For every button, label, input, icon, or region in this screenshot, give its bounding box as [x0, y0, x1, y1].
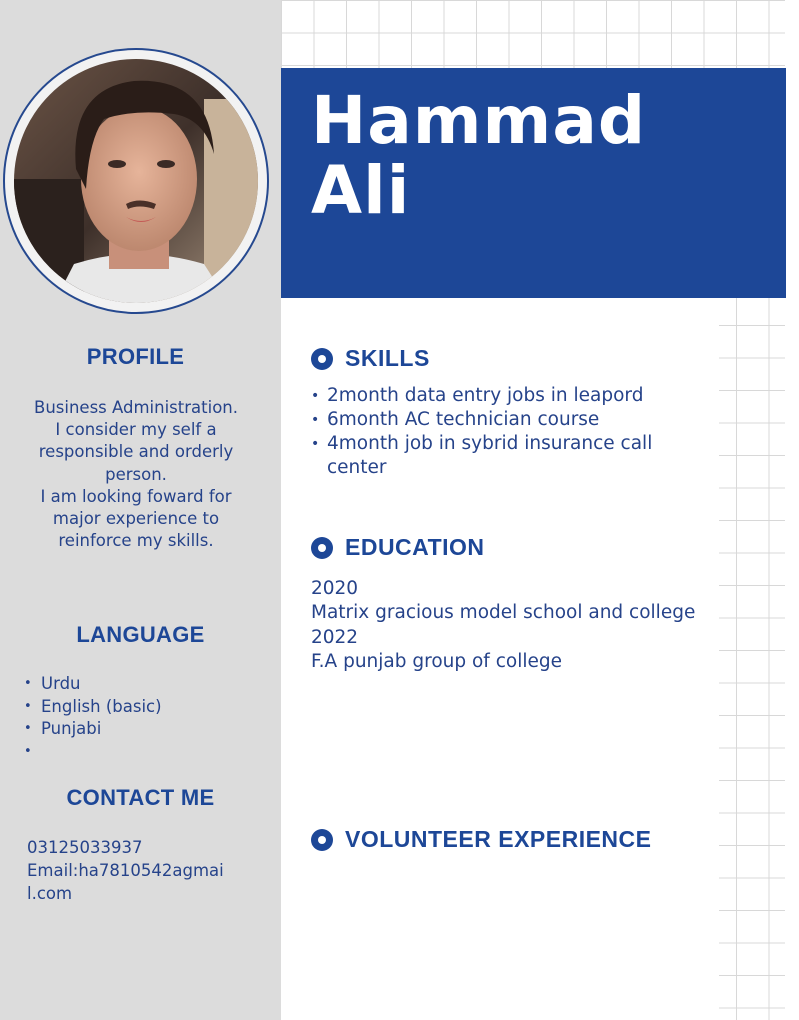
volunteer-title-text: VOLUNTEER EXPERIENCE	[345, 826, 652, 852]
contact-heading: CONTACT ME	[66, 785, 215, 810]
profile-line: reinforce my skills.	[58, 531, 214, 551]
profile-line: responsible and orderly	[38, 442, 234, 462]
profile-photo	[14, 59, 258, 303]
bullet-circle-icon	[311, 348, 333, 370]
contact-info	[27, 836, 257, 905]
profile-line: major experience to	[52, 509, 220, 529]
skill-item: • 6month AC technician course	[311, 408, 711, 432]
profile-photo-image	[14, 59, 258, 303]
education-details	[311, 577, 711, 675]
language-list	[24, 673, 162, 763]
skill-item: • 2month data entry jobs in leapord	[311, 384, 711, 408]
email-line: l.com	[27, 884, 73, 903]
profile-description	[18, 397, 254, 552]
language-item: • Punjabi	[24, 718, 162, 741]
phone-number: 03125033937	[27, 838, 143, 857]
language-item: • English (basic)	[24, 696, 162, 719]
sidebar	[0, 0, 281, 1020]
education-line: 2022	[311, 626, 359, 648]
education-line: F.A punjab group of college	[311, 651, 562, 673]
language-item: • Urdu	[24, 673, 162, 696]
language-item	[24, 741, 162, 764]
language-heading: LANGUAGE	[76, 622, 205, 647]
name-banner	[281, 68, 786, 298]
bullet-circle-icon	[311, 829, 333, 851]
education-line: 2020	[311, 578, 359, 599]
person-name	[311, 82, 647, 229]
volunteer-heading	[311, 826, 652, 853]
education-heading	[311, 534, 485, 561]
skills-title-text: SKILLS	[345, 345, 430, 371]
page-edge	[785, 0, 799, 1020]
email-line: Email:ha7810542agmai	[27, 861, 224, 880]
skill-item: • 4month job in sybrid insurance call center	[311, 432, 711, 480]
education-title-text: EDUCATION	[345, 534, 485, 560]
bullet-circle-icon	[311, 537, 333, 559]
profile-line: person.	[105, 464, 167, 484]
education-line: Matrix gracious model school and college	[311, 602, 696, 624]
last-name: Ali	[311, 152, 411, 229]
profile-heading: PROFILE	[86, 344, 185, 369]
profile-line: I consider my self a	[55, 420, 217, 440]
skills-heading	[311, 345, 430, 372]
skills-list	[311, 384, 711, 480]
profile-line: I am looking foward for	[40, 486, 232, 506]
first-name: Hammad	[311, 82, 647, 159]
profile-line: Business Administration.	[34, 398, 238, 417]
